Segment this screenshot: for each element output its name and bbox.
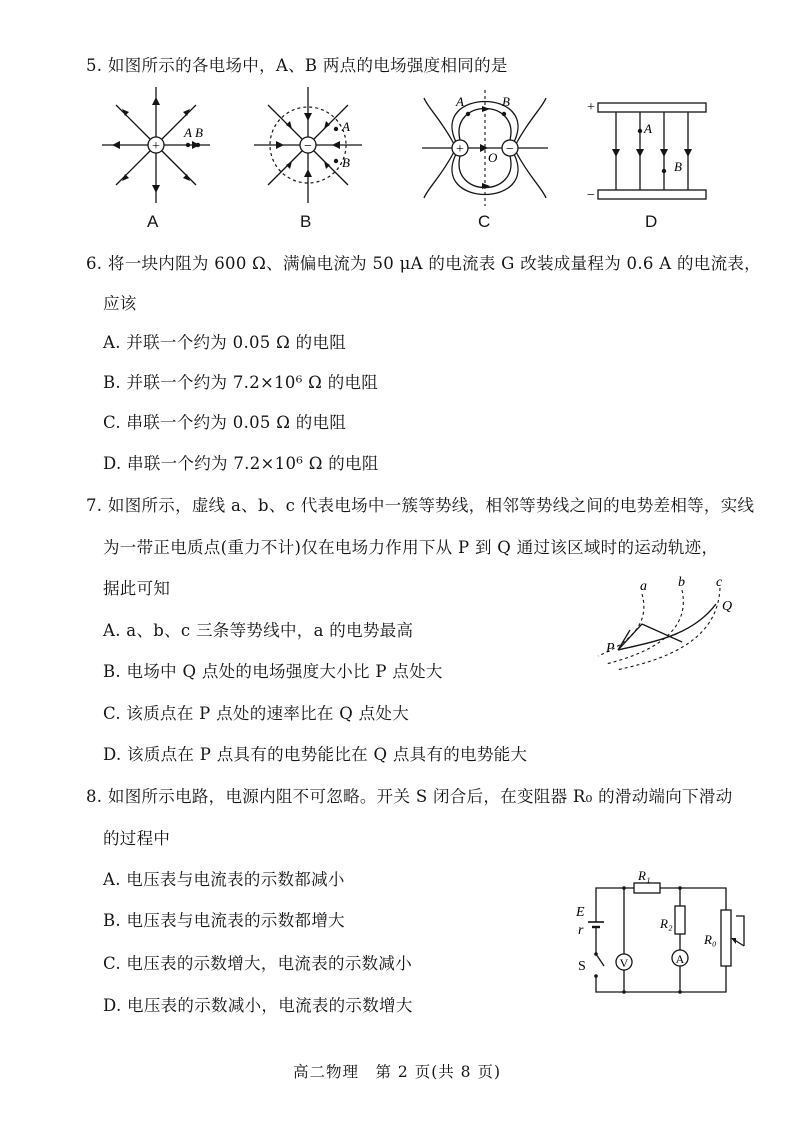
q7-stem-line2: 为一带正电质点(重力不计)仅在电场力作用下从 P 到 Q 通过该区域时的运动轨迹， [103,538,719,557]
q8-option-b: B. 电压表与电流表的示数都增大 [103,911,345,930]
point-b-label: B [674,159,682,174]
q5-figure-c [420,88,550,208]
plate-plus-label: + [587,100,595,115]
figure-label-b: B [300,212,312,231]
q6-stem-line1: 6. 将一块内阻为 600 Ω、满偏电流为 50 μA 的电流表 G 改装成量程为 0.6 A 的电流表， [86,254,761,273]
q7-option-c: C. 该质点在 P 点处的速率比在 Q 点处大 [103,704,410,723]
r1-label: R₁ [638,868,651,883]
point-p-label: P [606,641,615,656]
minus-charge-label: − [506,142,514,157]
ammeter-label: A [675,952,685,966]
point-a-label: A [456,94,464,109]
point-b-label: B [342,155,350,170]
internal-resistance-label: r [578,923,584,938]
point-a-label: A [184,125,192,140]
q7-stem-line3: 据此可知 [103,579,171,598]
switch-label: S [578,959,586,974]
q6-option-b: B. 并联一个约为 7.2×10⁶ Ω 的电阻 [103,373,379,392]
plus-charge-label: + [456,142,464,157]
plus-charge-label: + [152,139,160,154]
voltmeter-label: V [619,956,629,970]
line-c-label: c [716,575,723,590]
q5-figure-a [98,85,218,210]
emf-label: E [576,905,585,920]
figure-label-a: A [147,212,159,231]
page-footer: 高二物理 第 2 页(共 8 页) [292,1063,502,1081]
q5-stem: 5. 如图所示的各电场中，A、B 两点的电场强度相同的是 [86,56,508,75]
q7-figure [592,572,752,672]
q6-option-a: A. 并联一个约为 0.05 Ω 的电阻 [103,333,347,352]
line-a-label: a [640,579,647,594]
q5-figure-d [584,95,714,210]
q7-option-a: A. a、b、c 三条等势线中，a 的电势最高 [103,621,414,640]
q8-circuit [568,866,758,1000]
q8-option-c: C. 电压表的示数增大，电流表的示数减小 [103,954,413,973]
point-a-label: A [644,121,652,136]
q7-stem-line1: 7. 如图所示，虚线 a、b、c 代表电场中一簇等势线，相邻等势线之间的电势差相等，实线 [86,496,755,515]
point-b-label: B [195,125,203,140]
q6-option-c: C. 串联一个约为 0.05 Ω 的电阻 [103,413,347,432]
figure-label-d: D [645,212,658,231]
line-b-label: b [678,575,685,590]
point-q-label: Q [722,599,733,614]
r0-label: R₀ [704,932,717,947]
point-o-label: O [488,150,498,165]
minus-charge-label: − [304,139,312,154]
q6-option-d: D. 串联一个约为 7.2×10⁶ Ω 的电阻 [103,454,379,473]
q8-stem-line2: 的过程中 [103,829,171,848]
point-a-label: A [342,119,350,134]
r2-label: R₂ [660,916,673,931]
q7-option-d: D. 该质点在 P 点具有的电势能比在 Q 点具有的电势能大 [103,745,528,764]
q7-option-b: B. 电场中 Q 点处的电场强度大小比 P 点处大 [103,662,443,681]
q8-option-d: D. 电压表的示数减小，电流表的示数增大 [103,996,413,1015]
point-b-label: B [502,94,510,109]
plate-minus-label: − [587,188,595,203]
q8-option-a: A. 电压表与电流表的示数都减小 [103,870,345,889]
q5-figure-b [250,85,370,210]
q6-stem-line2: 应该 [103,294,137,313]
figure-label-c: C [478,212,491,231]
q8-stem-line1: 8. 如图所示电路，电源内阻不可忽略。开关 S 闭合后，在变阻器 R₀ 的滑动端向下滑动 [86,787,733,806]
